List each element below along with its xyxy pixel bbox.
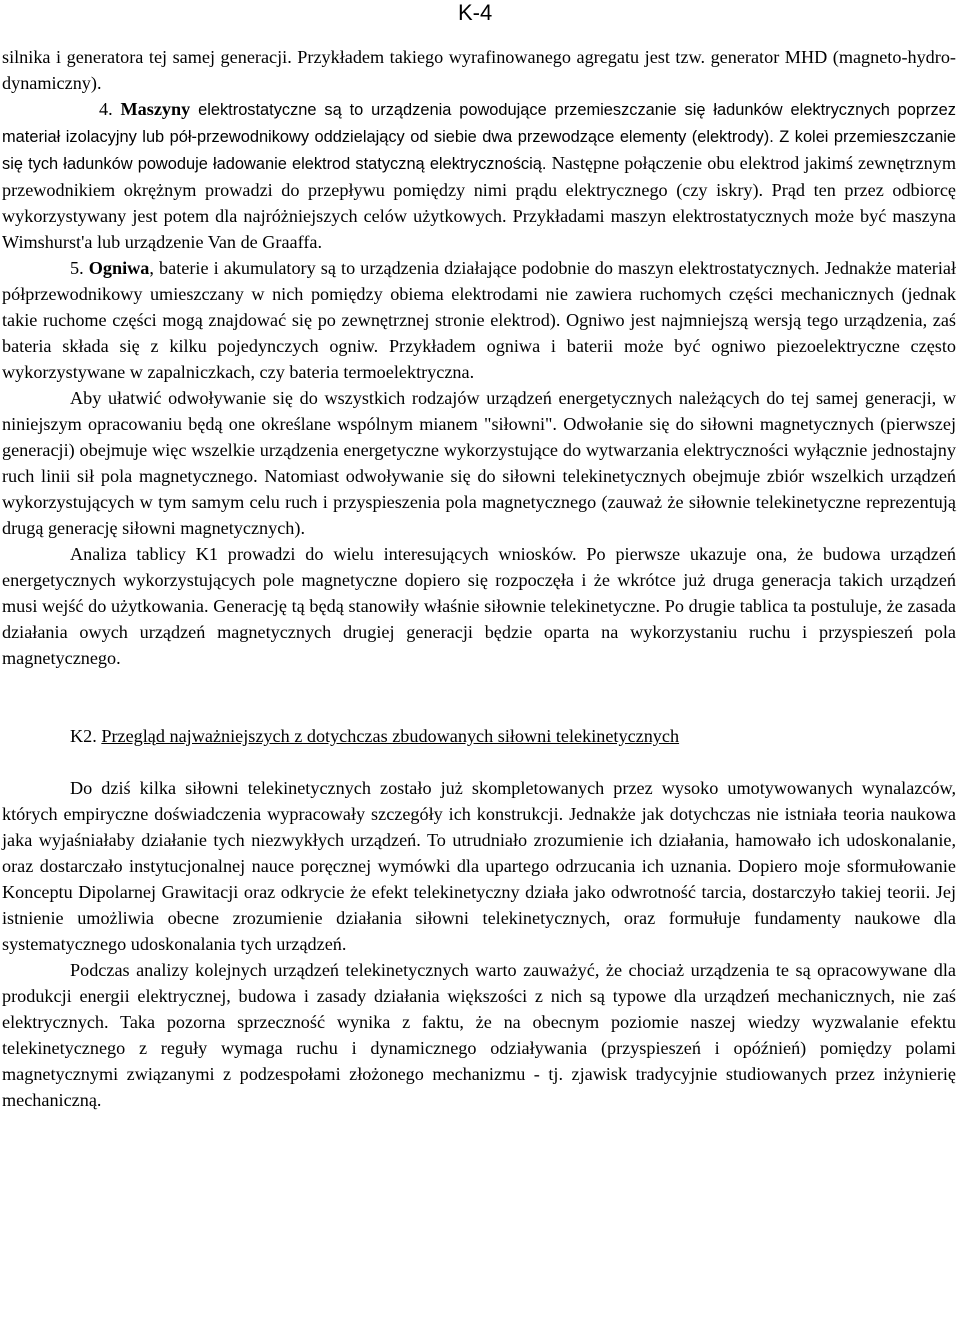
section-gap [2,671,956,723]
paragraph-do-dzis: Do dziś kilka siłowni telekinetycznych zostało już skompletowanych przez wysoko umotywowanych wynalazców, których empiryczne doświadczenia wypracowały szczegóły ich konstrukcji. Jednakże jak dotychczas nie istniała teoria naukowa jaka wyjaśniałaby działanie tych niezwykłych urządzeń. To utrudniało zrozumienie ich działania, hamowało ich udoskonalanie, oraz dostarczało instytucjonalnej nauce poręcznej wymówki dla upartego odrzucania ich uznania. Dopiero moje sformułowanie Konceptu Dipolarnej Grawitacji oraz odkrycie że efekt telekinetyczny działa jako odwrotność tarcia, dostarczyło takiej teorii. Jej istnienie umożliwia obecne zrozumienie działania siłowni telekinetycznych, oraz formułuje fundamenty naukowe dla systematycznego udoskonalania tych urządzeń. [2,778,956,954]
list-item-5 [2,255,956,385]
paragraph-continuation: silnika i generatora tej samej generacji. Przykładem takiego wyrafinowanego agregatu jest tzw. generator MHD (magneto-hydro-dynamiczny). [2,47,956,93]
sans-segment: elektrostatyczne są to urządzenia powodujące przemieszczanie się ładunków elektrycznych poprzez materiał izolacyjny lub pół-przewodnikowy oddzielający od siebie dwa przewodzące elementy (elektrody). Z kolei przemieszczanie się tych ładunków powoduje ładowanie elektrod statyczną elektrycznością. [2,101,956,173]
page-number: K-4 [458,0,493,25]
list-number: 4. [99,99,113,119]
paragraph-silownie: Aby ułatwić odwoływanie się do wszystkich rodzajów urządzeń energetycznych należących do tej samej generacji, w niniejszym opracowaniu będą one określane wspólnym mianem "siłowni". Odwołanie się do siłowni magnetycznych (pierwszej generacji) obejmuje więc wszelkie urządzenia energetyczne wykorzystujące do wytwarzania elektryczności wyłącznie jednostajny ruch linii sił pola magnetycznego. Natomiast odwoływanie się do siłowni telekinetycznych obejmuje zbiór wszelkich urządzeń wykorzystujących w tym samym celu ruch i przyspieszenia pola magnetycznego (zauważ że siłownie telekinetyczne reprezentują drugą generację siłowni magnetycznych). [2,388,956,538]
heading-gap [2,749,956,775]
paragraph-podczas-analizy: Podczas analizy kolejnych urządzeń telekinetycznych warto zauważyć, że chociaż urządzenia te są opracowywane dla produkcji energii elektrycznej, budowa i zasady działania większości z nich są typowe dla urządzeń mechanicznych, nie zaś elektrycznych. Taka pozorna sprzeczność wynika z faktu, że na obecnym poziomie naszej wiedzy wyzwalanie efektu telekinetycznego z reguły wymaga ruchu i dynamicznego odziaływania (przyspieszeń i opóźnień) pomiędzy polami magnetycznymi związanymi z podzespołami złożonego mechanizmu - tj. zjawisk tradycyjnie studiowanych przez inżynierię mechaniczną. [2,960,956,1110]
term-ogniwa: Ogniwa [88,258,150,278]
term-maszyny: Maszyny [120,99,191,119]
section-heading [2,723,956,749]
heading-number: K2. [70,726,97,746]
list-number: 5. [70,258,84,278]
serif-segment: Następne połączenie obu elektrod jakimś zewnętrznym przewodnikiem okrężnym prowadzi do przepływu pomiędzy nimi prądu elektrycznego (czy iskry). Prąd ten przez odbiorcę wykorzystywany jest potem dla najróżniejszych celów użytkowych. Przykładami maszyn elektrostatycznych może być maszyna Wimshurst'a lub urządzenie Van de Graaffa. [2,153,957,252]
heading-title: Przegląd najważniejszych z dotychczas zbudowanych siłowni telekinetycznych [101,726,680,746]
item5-text: , baterie i akumulatory są to urządzenia działające podobnie do maszyn elektrostatycznych. Jednakże materiał półprzewodnikowy umieszczany w nich pomiędzy obiema elektrodami nie zawiera ruchomych części mechanicznych (jednak takie ruchome części mogą znajdować się po zewnętrznej stronie elektrod). Ogniwo jest najmniejszą wersją tego urządzenia, zaś bateria składa się z kilku pojedynczych ogniw. Przykładem ogniwa i baterii może być ogniwo piezoelektryczne często wykorzystywane w zapalniczkach, czy bateria termoelektryczna. [2,258,956,382]
list-item-4 [2,96,956,255]
paragraph-analiza: Analiza tablicy K1 prowadzi do wielu interesujących wniosków. Po pierwsze ukazuje ona, że budowa urządzeń energetycznych wykorzystujących pole magnetyczne dopiero się rozpoczęła i że wkrótce już druga generacja takich urządzeń musi wejść do użytkowania. Generację tą będą stanowiły właśnie siłownie telekinetyczne. Po drugie tablica ta postuluje, że zasada działania owych urządzeń magnetycznych drugiej generacji będzie oparta na wykorzystaniu ruchu i przyspieszeń pola magnetycznego. [2,544,956,668]
document-body [2,44,956,1113]
